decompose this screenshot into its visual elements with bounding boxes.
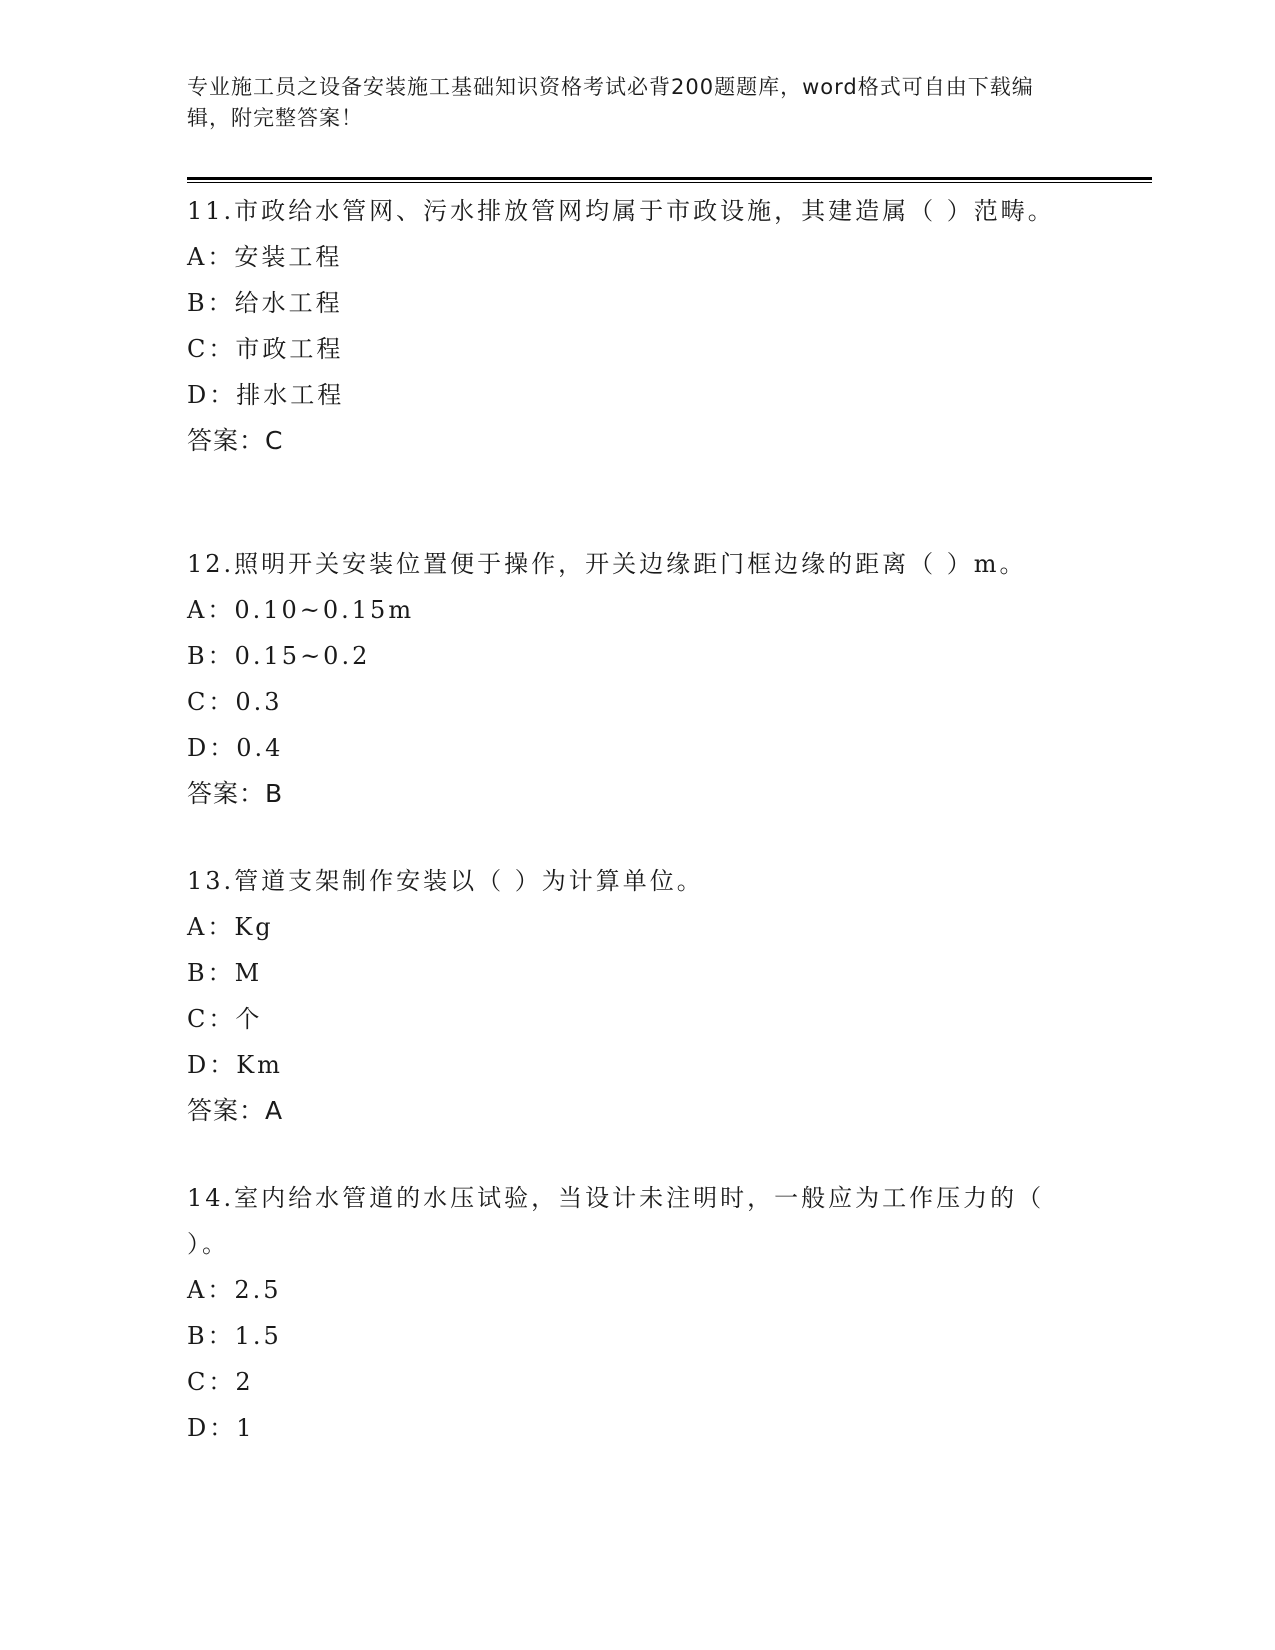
answer: 答案：B bbox=[187, 779, 284, 808]
option-c: C：市政工程 bbox=[187, 335, 344, 363]
option-d: D：1 bbox=[187, 1414, 255, 1442]
option-a: A：0.10~0.15m bbox=[187, 596, 415, 624]
document-header bbox=[187, 72, 1067, 134]
option-c: C：2 bbox=[187, 1368, 254, 1396]
option-b: B：给水工程 bbox=[187, 289, 343, 317]
question-11 bbox=[187, 188, 1087, 464]
option-c: C：个 bbox=[187, 1005, 263, 1033]
header-title: 专业施工员之设备安装施工基础知识资格考试必背200题题库，word格式可自由下载编辑，附完整答案！ bbox=[187, 75, 1034, 130]
option-d: D：Km bbox=[187, 1051, 283, 1079]
option-d: D：0.4 bbox=[187, 734, 284, 762]
header-divider-thin bbox=[187, 182, 1152, 183]
option-a: A：2.5 bbox=[187, 1276, 282, 1304]
option-a: A：Kg bbox=[187, 913, 274, 941]
question-stem: 13.管道支架制作安装以（ ）为计算单位。 bbox=[187, 867, 704, 895]
option-d: D：排水工程 bbox=[187, 381, 345, 409]
question-12 bbox=[187, 541, 1087, 817]
option-a: A：安装工程 bbox=[187, 243, 343, 271]
answer: 答案：A bbox=[187, 1096, 284, 1125]
question-13 bbox=[187, 858, 1087, 1134]
option-b: B：0.15~0.2 bbox=[187, 642, 371, 670]
option-b: B：1.5 bbox=[187, 1322, 282, 1350]
question-stem: 11.市政给水管网、污水排放管网均属于市政设施，其建造属（ ）范畴。 bbox=[187, 197, 1055, 225]
option-c: C：0.3 bbox=[187, 688, 283, 716]
answer: 答案：C bbox=[187, 426, 284, 455]
header-divider-thick bbox=[187, 177, 1152, 180]
option-b: B：M bbox=[187, 959, 263, 987]
question-stem: 12.照明开关安装位置便于操作，开关边缘距门框边缘的距离（ ）m。 bbox=[187, 550, 1027, 578]
question-stem: 14.室内给水管道的水压试验，当设计未注明时，一般应为工作压力的（ ）。 bbox=[187, 1184, 1045, 1258]
question-14 bbox=[187, 1175, 1087, 1451]
